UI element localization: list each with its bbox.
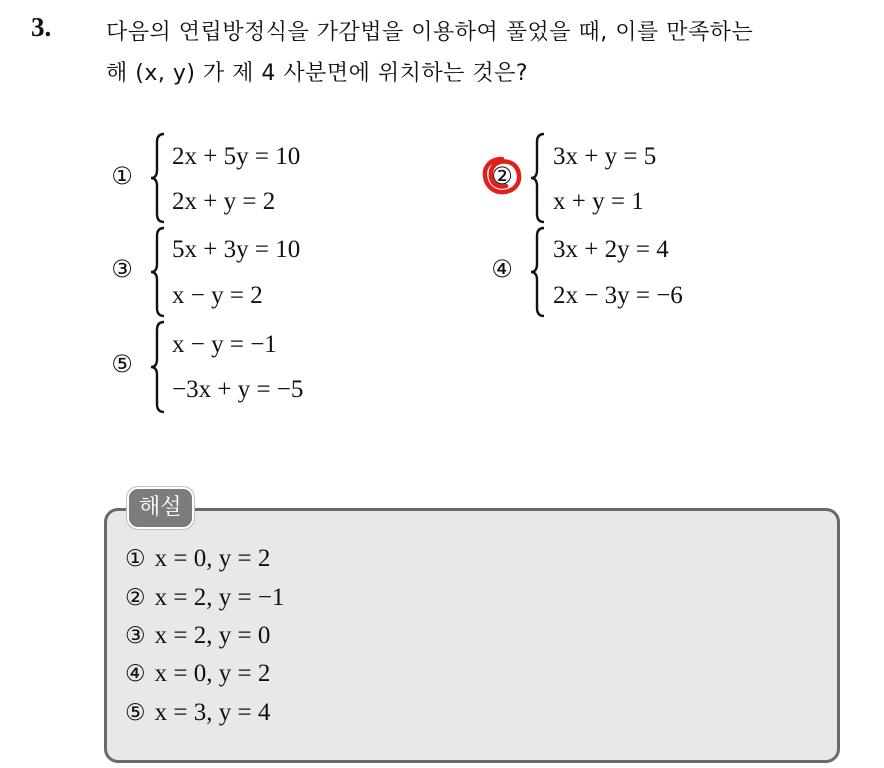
- equation-2: 2x − 3y = −6: [553, 282, 683, 309]
- equation-1: 2x + 5y = 10: [172, 143, 301, 170]
- equation-1: 3x + y = 5: [553, 143, 657, 170]
- solution-marker: ②: [125, 585, 146, 611]
- choice-marker: ④: [491, 255, 513, 283]
- solution-text: x = 3, y = 4: [154, 699, 271, 726]
- solution-line-3: [125, 622, 270, 650]
- choice-marker: ②: [491, 162, 513, 190]
- question-number: 3.: [31, 12, 52, 42]
- equation-1: 5x + 3y = 10: [172, 236, 301, 263]
- equation-2: −3x + y = −5: [172, 376, 304, 403]
- left-brace-icon: [530, 132, 546, 224]
- solution-line-2: [125, 584, 284, 612]
- solution-text: x = 0, y = 2: [154, 660, 271, 687]
- question-text-line-2: 해 (x, y) 가 제 4 사분면에 위치하는 것은?: [106, 61, 529, 86]
- question-text-line-1: 다음의 연립방정식을 가감법을 이용하여 풀었을 때, 이를 만족하는: [106, 20, 754, 45]
- equation-2: x − y = 2: [172, 282, 263, 309]
- choice-marker: ③: [111, 255, 133, 283]
- left-brace-icon: [150, 226, 166, 318]
- solution-text: x = 2, y = −1: [154, 584, 285, 611]
- equation-1: x − y = −1: [172, 331, 277, 358]
- choice-marker: ①: [111, 162, 133, 190]
- solution-line-4: [125, 660, 270, 688]
- solution-line-5: [125, 699, 270, 727]
- equation-2: 2x + y = 2: [172, 188, 276, 215]
- solution-text: x = 0, y = 2: [154, 545, 271, 572]
- choice-marker: ⑤: [111, 350, 133, 378]
- solution-marker: ①: [125, 546, 146, 572]
- solution-text: x = 2, y = 0: [154, 622, 271, 649]
- solution-marker: ⑤: [125, 700, 146, 726]
- equation-2: x + y = 1: [553, 188, 644, 215]
- solution-marker: ③: [125, 623, 146, 649]
- solution-line-1: [125, 545, 270, 573]
- solution-marker: ④: [125, 661, 146, 687]
- left-brace-icon: [150, 320, 166, 414]
- equation-1: 3x + 2y = 4: [553, 236, 669, 263]
- left-brace-icon: [150, 132, 166, 224]
- solution-tag: 해설: [127, 487, 194, 529]
- left-brace-icon: [530, 226, 546, 318]
